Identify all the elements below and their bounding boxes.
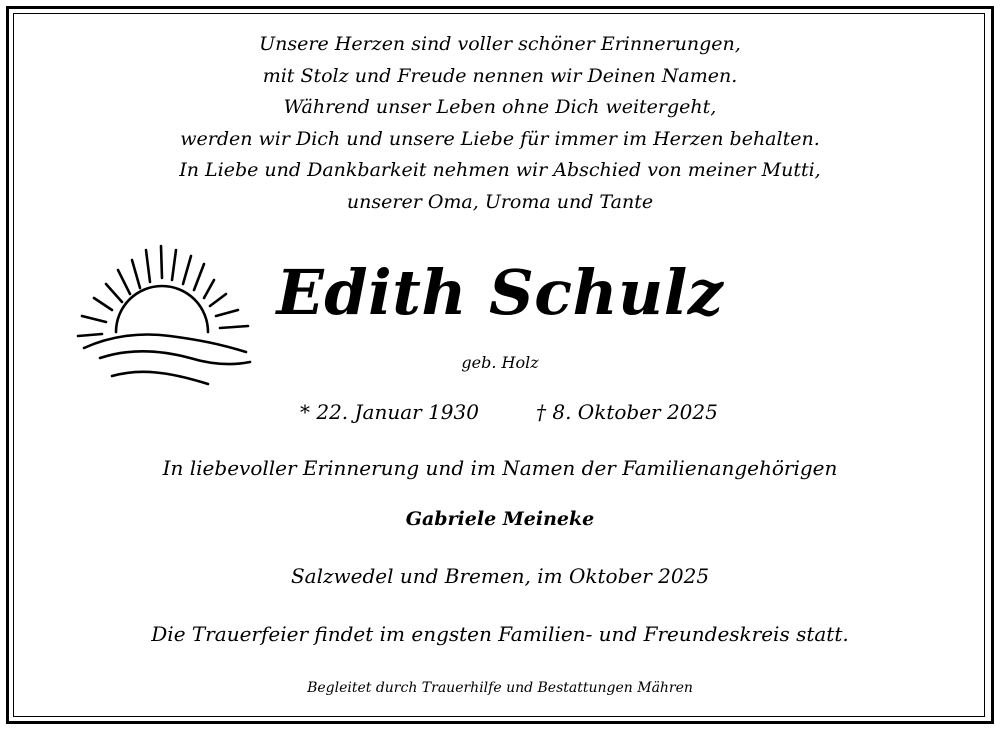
verse-line: Während unser Leben ohne Dich weitergeht, <box>283 96 717 118</box>
deceased-name: Edith Schulz <box>276 256 724 329</box>
family-member-name: Gabriele Meineke <box>405 508 595 530</box>
verse-line: Unsere Herzen sind voller schöner Erinnerungen, <box>259 33 741 55</box>
verse-line: In Liebe und Dankbarkeit nehmen wir Abschied von meiner Mutti, <box>179 159 821 181</box>
memory-line: In liebevoller Erinnerung und im Namen der Familienangehörigen <box>162 456 838 480</box>
verse-line: werden wir Dich und unsere Liebe für immer im Herzen behalten. <box>180 127 820 150</box>
service-note: Die Trauerfeier findet im engsten Familien- und Freundeskreis statt. <box>151 622 849 646</box>
maiden-name: geb. Holz <box>461 353 539 372</box>
verse <box>0 29 1000 218</box>
verse-line: mit Stolz und Freude nennen wir Deinen Namen. <box>262 64 738 87</box>
place-date: Salzwedel und Bremen, im Oktober 2025 <box>290 564 710 588</box>
death-date: † 8. Oktober 2025 <box>536 400 718 424</box>
birth-date: * 22. Januar 1930 <box>300 400 479 424</box>
verse-line: unserer Oma, Uroma und Tante <box>346 190 654 213</box>
undertaker-note: Begleitet durch Trauerhilfe und Bestattungen Mähren <box>307 680 693 696</box>
